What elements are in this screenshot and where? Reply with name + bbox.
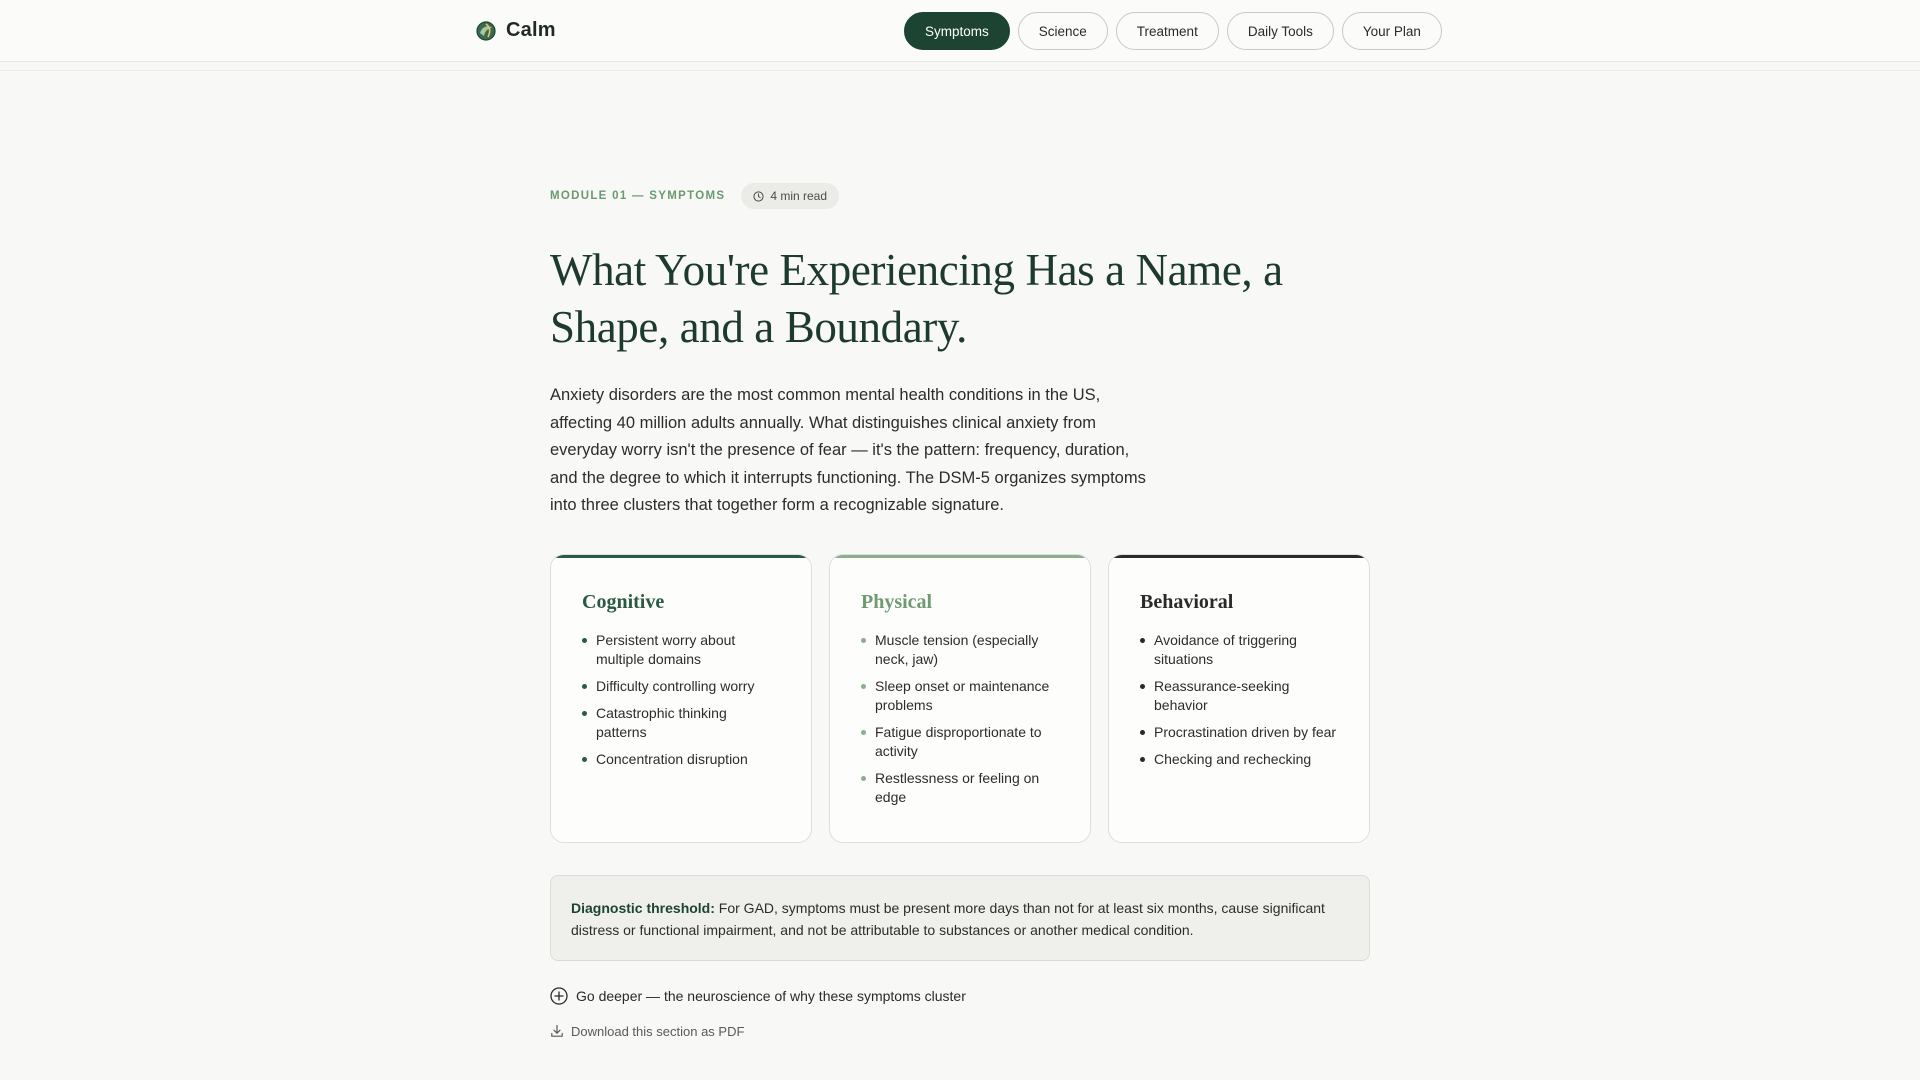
- tab-science[interactable]: Science: [1018, 12, 1108, 50]
- list-item: Restlessness or feeling on edge: [861, 769, 1060, 807]
- read-time-badge: [741, 183, 839, 209]
- list-item: Reassurance-seeking behavior: [1140, 677, 1339, 715]
- list-item: Difficulty controlling worry: [582, 677, 781, 696]
- go-deeper-label: Go deeper — the neuroscience of why these symptoms cluster: [576, 987, 966, 1004]
- read-time-label: 4 min read: [770, 189, 828, 203]
- divider: [0, 70, 1920, 71]
- cluster-list: [1140, 631, 1339, 769]
- module-meta: [550, 182, 1370, 210]
- download-label: Download this section as PDF: [571, 1023, 745, 1039]
- list-item: Concentration disruption: [582, 750, 781, 769]
- list-item: Persistent worry about multiple domains: [582, 631, 781, 669]
- list-item: Muscle tension (especially neck, jaw): [861, 631, 1060, 669]
- cluster-list: [582, 631, 781, 769]
- brand[interactable]: [476, 19, 556, 42]
- list-item: Catastrophic thinking patterns: [582, 704, 781, 742]
- list-item: Procrastination driven by fear: [1140, 723, 1339, 742]
- tab-your-plan[interactable]: Your Plan: [1342, 12, 1442, 50]
- leaf-globe-icon: [476, 21, 496, 41]
- cluster-title: Physical: [861, 590, 933, 613]
- go-deeper-link[interactable]: [550, 987, 1370, 1005]
- clock-icon: [753, 191, 764, 202]
- download-icon: [550, 1024, 564, 1038]
- brand-name: Calm: [506, 19, 556, 41]
- top-nav: [0, 0, 1920, 62]
- list-item: Sleep onset or maintenance problems: [861, 677, 1060, 715]
- cluster-card-behavioral: [1108, 554, 1370, 843]
- lead-paragraph: Anxiety disorders are the most common mental health conditions in the US, affecting 40 million adults annually. What distinguishes clinical anxiety from everyday worry isn't the presence of fear — it's the pattern: frequency, duration, and the degree to which it interrupts functioning. The DSM-5 organizes symptoms into three clusters that together form a recognizable signature.: [550, 386, 1146, 514]
- module-eyebrow: MODULE 01 — SYMPTOMS: [550, 190, 726, 202]
- list-item: Avoidance of triggering situations: [1140, 631, 1339, 669]
- callout-text: For GAD, symptoms must be present more days than not for at least six months, cause significant distress or functional impairment, and not be attributable to substances or another medical condition.: [571, 899, 1325, 938]
- cluster-title: Behavioral: [1140, 590, 1234, 613]
- plus-circle-icon: [550, 987, 568, 1005]
- nav-tabs: [904, 12, 1442, 50]
- list-item: Fatigue disproportionate to activity: [861, 723, 1060, 761]
- cluster-card-physical: [829, 554, 1091, 843]
- list-item: Checking and rechecking: [1140, 750, 1339, 769]
- callout-label: Diagnostic threshold:: [571, 899, 715, 916]
- tab-treatment[interactable]: Treatment: [1116, 12, 1219, 50]
- tab-daily-tools[interactable]: Daily Tools: [1227, 12, 1334, 50]
- symptom-clusters: [550, 554, 1370, 843]
- cluster-card-cognitive: [550, 554, 812, 843]
- cluster-list: [861, 631, 1060, 807]
- cluster-title: Cognitive: [582, 590, 665, 613]
- diagnostic-threshold-callout: [550, 875, 1370, 961]
- download-pdf-link[interactable]: [550, 1024, 1370, 1039]
- module-content: [550, 182, 1370, 1039]
- page-title: What You're Experiencing Has a Name, a Shape, and a Boundary.: [550, 245, 1283, 352]
- tab-symptoms[interactable]: Symptoms: [904, 12, 1010, 50]
